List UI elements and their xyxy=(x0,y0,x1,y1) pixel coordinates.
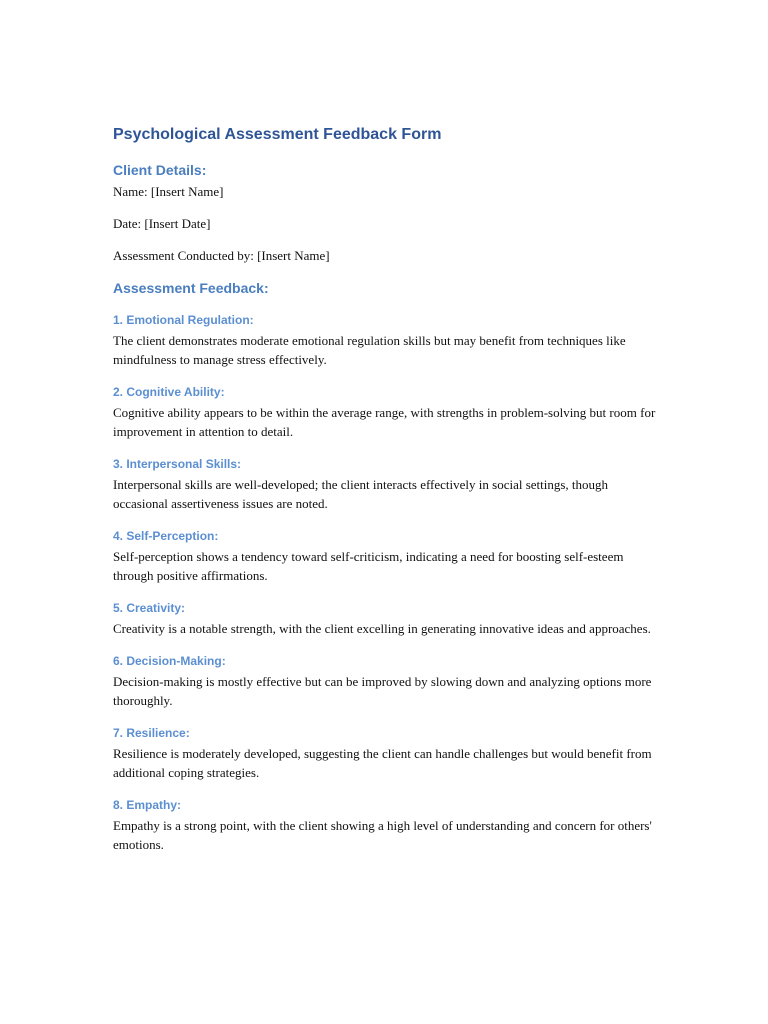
feedback-item-body: Decision-making is mostly effective but can be improved by slowing down and analyzing options more thoroughly. xyxy=(113,674,652,708)
feedback-item-body: The client demonstrates moderate emotional regulation skills but may benefit from techniques like mindfulness to manage stress effectively. xyxy=(113,333,626,367)
client-details-heading: Client Details: xyxy=(113,162,207,178)
feedback-item-empathy xyxy=(113,796,658,854)
feedback-item-heading: 5. Creativity: xyxy=(113,601,186,615)
client-name-line: Name: [Insert Name] xyxy=(113,184,224,199)
feedback-item-heading: 4. Self-Perception: xyxy=(113,529,219,543)
feedback-item-self-perception xyxy=(113,527,658,585)
feedback-item-emotional-regulation xyxy=(113,311,658,369)
feedback-items-list xyxy=(113,311,658,854)
client-details-section xyxy=(113,182,658,265)
conducted-by-line: Assessment Conducted by: [Insert Name] xyxy=(113,248,330,263)
document-page xyxy=(113,122,658,854)
assessment-date-line: Date: [Insert Date] xyxy=(113,216,211,231)
feedback-item-body: Cognitive ability appears to be within the average range, with strengths in problem-solving but room for improvement in attention to detail. xyxy=(113,405,656,439)
feedback-item-heading: 8. Empathy: xyxy=(113,798,182,812)
feedback-item-interpersonal-skills xyxy=(113,455,658,513)
feedback-item-body: Self-perception shows a tendency toward self-criticism, indicating a need for boosting self-esteem through positive affirmations. xyxy=(113,549,624,583)
feedback-item-decision-making xyxy=(113,652,658,710)
feedback-item-body: Creativity is a notable strength, with the client excelling in generating innovative ideas and approaches. xyxy=(113,621,651,636)
feedback-item-resilience xyxy=(113,724,658,782)
feedback-item-cognitive-ability xyxy=(113,383,658,441)
feedback-item-body: Empathy is a strong point, with the client showing a high level of understanding and concern for others' emotions. xyxy=(113,818,652,852)
feedback-item-heading: 2. Cognitive Ability: xyxy=(113,385,225,399)
feedback-item-heading: 1. Emotional Regulation: xyxy=(113,313,254,327)
document-title: Psychological Assessment Feedback Form xyxy=(113,126,442,143)
feedback-item-body: Resilience is moderately developed, suggesting the client can handle challenges but would benefit from additional coping strategies. xyxy=(113,746,652,780)
feedback-item-heading: 3. Interpersonal Skills: xyxy=(113,457,242,471)
assessment-feedback-heading: Assessment Feedback: xyxy=(113,280,269,296)
feedback-item-heading: 6. Decision-Making: xyxy=(113,654,226,668)
feedback-item-heading: 7. Resilience: xyxy=(113,726,190,740)
feedback-item-body: Interpersonal skills are well-developed; the client interacts effectively in social settings, though occasional assertiveness issues are noted. xyxy=(113,477,609,511)
feedback-item-creativity xyxy=(113,599,658,638)
